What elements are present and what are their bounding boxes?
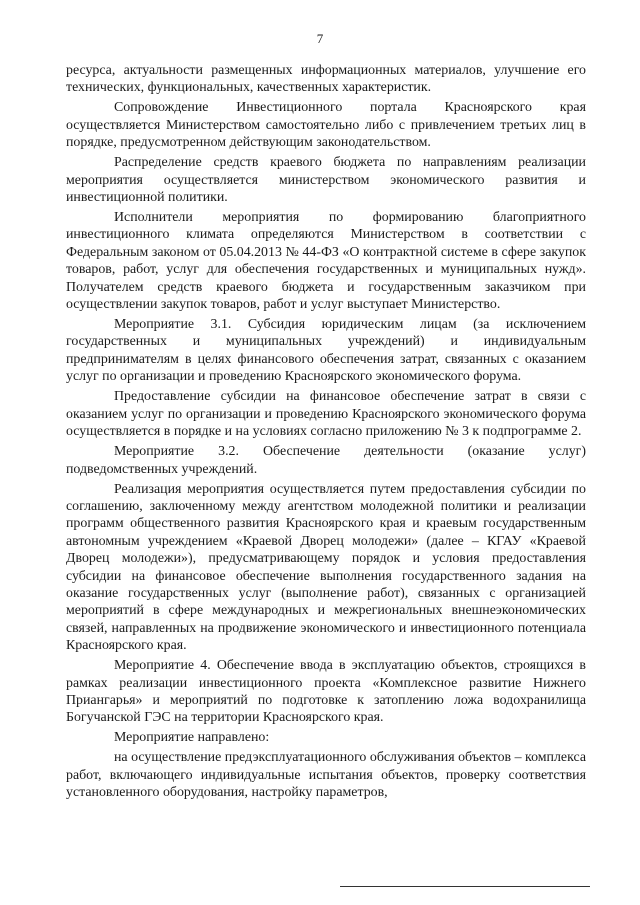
paragraph-2: Сопровождение Инвестиционного портала Красноярского края осуществляется Министерством самостоятельно либо с привлечением третьих лиц в порядке, предусмотренном действующим законодательством. [66,100,586,151]
page-number: 7 [316,31,324,46]
paragraph-6: Предоставление субсидии на финансовое обеспечение затрат в связи с оказанием услуг по организации и проведению Красноярского экономического форума осуществляется в порядке и на условиях согласно приложению № 3 к подпрограмме 2. [66,389,586,440]
paragraph-8: Реализация мероприятия осуществляется путем предоставления субсидии по соглашению, заключенному между агентством молодежной политики и реализации программ общественного развития Красноярского края и краевым государственным автономным учреждением «Краевой Дворец молодежи» (далее – КГАУ «Краевой Дворец молодежи»), предусматривающему порядок и условия предоставления субсидии на финансовое обеспечение выполнения государственного задания на оказание государственных услуг (выполнение работ), связанных с организацией мероприятий в сфере международных и межрегиональных внешнеэкономических связей, направленных на продвижение экономического и инвестиционного потенциала Красноярского края. [66,481,586,654]
paragraph-11: на осуществление предэксплуатационного обслуживания объектов – комплекса работ, включающего индивидуальные испытания объектов, проверку соответствия установленного оборудования, настройку параметров, [66,750,586,801]
paragraph-7: Мероприятие 3.2. Обеспечение деятельности (оказание услуг) подведомственных учреждений. [66,444,586,477]
document-body [66,62,586,804]
paragraph-3: Распределение средств краевого бюджета по направлениям реализации мероприятия осуществляется министерством экономического развития и инвестиционной политики. [66,155,586,206]
paragraph-4: Исполнители мероприятия по формированию благоприятного инвестиционного климата определяются Министерством в соответствии с Федеральным законом от 05.04.2013 № 44-ФЗ «О контрактной системе в сфере закупок товаров, работ, услуг для обеспечения государственных и муниципальных нужд». Получателем средств краевого бюджета и государственным заказчиком при осуществлении закупок товаров, работ и услуг выступает Министерство. [66,210,586,313]
paragraph-1: ресурса, актуальности размещенных информационных материалов, улучшение его технических, функциональных, качественных характеристик. [66,63,586,96]
paragraph-9: Мероприятие 4. Обеспечение ввода в эксплуатацию объектов, строящихся в рамках реализации инвестиционного проекта «Комплексное развитие Нижнего Приангарья» и мероприятий по подготовке к затоплению ложа водохранилища Богучанской ГЭС на территории Красноярского края. [66,658,586,726]
paragraph-10: Мероприятие направлено: [114,730,270,746]
footer-divider [340,886,590,887]
paragraph-5: Мероприятие 3.1. Субсидия юридическим лицам (за исключением государственных и муниципальных учреждений) и индивидуальным предпринимателям в целях финансового обеспечения затрат, связанных с оказанием услуг по организации и проведению Красноярского экономического форума. [66,317,586,385]
